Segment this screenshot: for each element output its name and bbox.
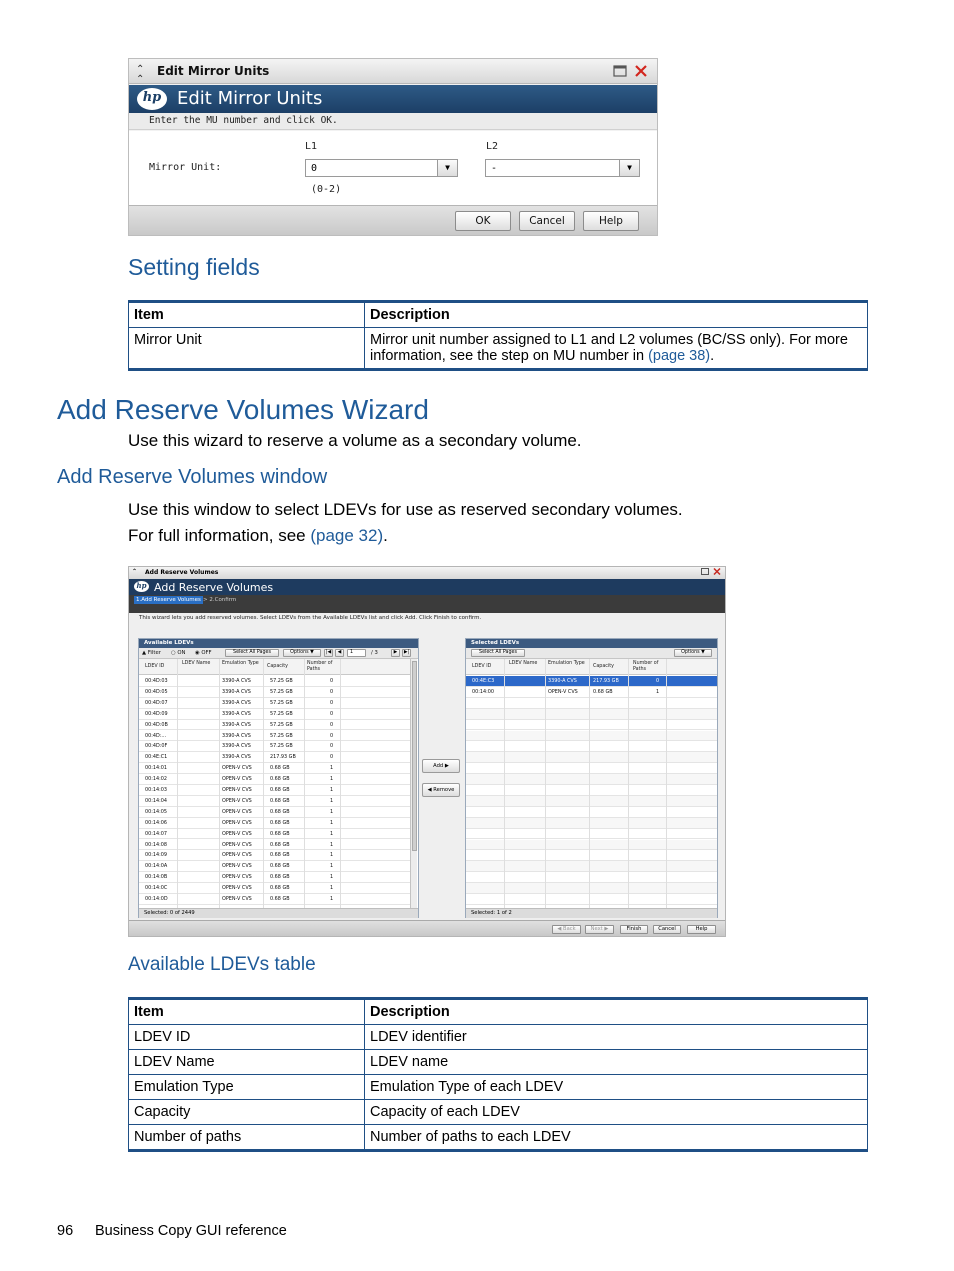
filter-label[interactable]: ▲ Filter (142, 650, 161, 656)
row-description: LDEV name (365, 1050, 868, 1075)
grid-cell: 3390-A CVS (222, 678, 251, 684)
table-row[interactable] (139, 796, 410, 807)
prev-page-icon[interactable]: ◀ (335, 649, 344, 657)
help-button[interactable]: Help (687, 925, 716, 934)
grid-cell: 00:14:01 (145, 765, 167, 772)
grid-cell: 217.93 GB (593, 678, 619, 684)
range-hint: (0-2) (311, 184, 342, 195)
grid-cell: 1 (330, 765, 334, 772)
selected-ldevs-toolbar (466, 648, 717, 659)
table-row (129, 328, 868, 370)
row-description: LDEV identifier (365, 1025, 868, 1050)
table-row[interactable] (139, 676, 410, 687)
table-row[interactable] (139, 883, 410, 894)
grid-cell: 0.68 GB (270, 863, 290, 870)
add-button[interactable]: Add ▶ (422, 759, 460, 773)
grid-cell: 3390-A CVS (222, 732, 251, 739)
grid-divider (177, 659, 178, 908)
grid-cell: 1 (330, 776, 334, 783)
select-all-pages-button[interactable]: Select All Pages (225, 649, 279, 657)
grid-cell: 00:4D:09 (145, 710, 168, 717)
table-row[interactable] (139, 840, 410, 851)
grid-cell: 0 (656, 678, 660, 684)
l1-select[interactable] (305, 159, 458, 177)
grid-cell: 0.68 GB (270, 852, 290, 859)
l2-select-value: - (491, 163, 498, 174)
table-row[interactable] (139, 720, 410, 731)
options-button[interactable]: Options ▼ (283, 649, 321, 657)
dialog-banner (129, 85, 657, 113)
grid-cell: 0.68 GB (270, 841, 290, 848)
remove-button[interactable]: ◀ Remove (422, 783, 460, 797)
wizard-intro: Use this wizard to reserve a volume as a secondary volume. (128, 431, 582, 450)
grid-cell: 0 (330, 688, 334, 695)
l2-select[interactable] (485, 159, 640, 177)
grid-cell: 00:4D:07 (145, 699, 168, 706)
grid-cell: OPEN-V CVS (222, 841, 252, 848)
table-row (129, 1050, 868, 1075)
setting-fields-table (128, 300, 868, 371)
help-button[interactable]: Help (583, 211, 639, 231)
restore-icon[interactable] (701, 568, 709, 577)
grid-divider (219, 659, 220, 908)
grid-cell: 00:14:02 (145, 776, 167, 783)
l1-label: L1 (305, 141, 318, 152)
description-header: Description (365, 302, 868, 328)
arv-footer (129, 920, 725, 936)
next-button[interactable]: Next ▶ (585, 925, 614, 934)
grid-cell: 00:14:0C (145, 885, 168, 892)
row-description: Capacity of each LDEV (365, 1100, 868, 1125)
table-row[interactable] (139, 872, 410, 883)
grid-cell: 00:14:07 (145, 830, 167, 837)
grid-cell: OPEN-V CVS (222, 819, 252, 826)
grid-divider (666, 659, 667, 908)
grid-cell: 00:14:06 (145, 819, 167, 826)
cancel-button[interactable]: Cancel (653, 925, 681, 934)
grid-cell: 0.68 GB (270, 874, 290, 881)
window-heading: Add Reserve Volumes window (57, 466, 328, 488)
filter-off-radio[interactable]: ◉ OFF (195, 650, 212, 656)
table-row[interactable] (139, 861, 410, 872)
grid-cell: 1 (330, 874, 334, 881)
table-row[interactable] (139, 752, 410, 763)
available-scrollbar[interactable] (410, 659, 417, 908)
grid-cell: 00:14:0A (145, 863, 168, 870)
full-info: For full information, see (page 32). (128, 526, 388, 545)
grid-cell: 1 (330, 819, 334, 826)
col-emulation-type[interactable]: Emulation Type (222, 661, 259, 666)
grid-cell: 1 (330, 841, 334, 848)
grid-cell: 0 (330, 699, 334, 706)
grid-cell: OPEN-V CVS (222, 776, 252, 783)
grid-cell: 00:4E:C3 (472, 678, 495, 684)
first-page-icon[interactable]: |◀ (325, 650, 332, 655)
hp-logo: hp (134, 581, 149, 592)
grid-divider (340, 659, 341, 908)
col-capacity[interactable]: Capacity (267, 664, 288, 669)
grid-cell: 0.68 GB (270, 808, 290, 815)
selected-ldevs-title: Selected LDEVs (466, 639, 717, 648)
grid-cell: 00:4D:0B (145, 721, 168, 728)
restore-icon[interactable] (613, 64, 627, 76)
collapse-icon[interactable]: ⌃ ⌃ (136, 64, 145, 85)
grid-cell: 00:4D:05 (145, 688, 168, 695)
grid-cell: 1 (330, 885, 334, 892)
grid-cell: 00:14:00 (472, 688, 494, 695)
grid-cell: 0 (330, 710, 334, 717)
grid-cell: 00:14:09 (145, 852, 167, 859)
wizard-steps (129, 595, 725, 613)
options-button[interactable]: Options ▼ (674, 649, 712, 657)
filter-on-radio[interactable]: ○ ON (171, 650, 186, 656)
grid-divider (628, 659, 629, 908)
available-ldevs-panel (138, 638, 419, 918)
mirror-unit-label: Mirror Unit: (149, 162, 222, 173)
grid-cell: 1 (330, 863, 334, 870)
grid-cell: 00:4D:03 (145, 678, 168, 684)
grid-cell: 00:14:05 (145, 808, 167, 815)
page-section: Business Copy GUI reference (95, 1223, 287, 1239)
add-reserve-volumes-window (128, 566, 726, 937)
grid-cell: 3390-A CVS (222, 743, 251, 750)
available-ldevs-title: Available LDEVs (139, 639, 418, 648)
page-number-input[interactable]: 1 (347, 649, 366, 657)
grid-cell: 0 (330, 678, 334, 684)
grid-cell: 0 (330, 754, 334, 761)
scroll-thumb[interactable] (412, 661, 417, 851)
table-row[interactable] (139, 763, 410, 774)
grid-cell: OPEN-V CVS (222, 863, 252, 870)
grid-divider (304, 659, 305, 908)
grid-cell: 00:14:0B (145, 874, 168, 881)
grid-cell: 0.68 GB (593, 688, 613, 695)
table-row[interactable] (139, 731, 410, 742)
grid-cell: 3390-A CVS (222, 754, 251, 761)
row-item: LDEV Name (129, 1050, 365, 1075)
setting-fields-heading: Setting fields (128, 254, 260, 280)
dialog-window-title: Edit Mirror Units (157, 64, 270, 78)
table-row (129, 1100, 868, 1125)
grid-cell: 57.25 GB (270, 710, 293, 717)
grid-cell: OPEN-V CVS (222, 830, 252, 837)
finish-button[interactable]: Finish (620, 925, 648, 934)
col-number-of-paths[interactable]: Number of Paths (307, 661, 333, 672)
grid-divider (504, 659, 505, 908)
grid-cell: OPEN-V CVS (222, 885, 252, 892)
grid-cell: 57.25 GB (270, 732, 293, 739)
collapse-icon[interactable]: ⌃ (132, 568, 138, 575)
wizard-heading: Add Reserve Volumes Wizard (57, 394, 429, 425)
selected-selected-count: Selected: 1 of 2 (466, 908, 717, 918)
back-button[interactable]: ◀ Back (552, 925, 581, 934)
grid-cell: 0 (330, 743, 334, 750)
table-row[interactable] (139, 687, 410, 698)
available-ldevs-heading: Available LDEVs table (128, 954, 316, 975)
table-row[interactable] (139, 807, 410, 818)
grid-cell: 00:4D:0F (145, 743, 168, 750)
grid-cell: 00:4D:... (145, 732, 167, 739)
select-all-pages-button[interactable]: Select All Pages (471, 649, 525, 657)
chevron-down-icon[interactable]: ▼ (437, 160, 457, 176)
table-row[interactable] (139, 818, 410, 829)
grid-cell: 0.68 GB (270, 819, 290, 826)
dialog-titlebar (129, 59, 657, 84)
grid-cell: 217.93 GB (270, 754, 296, 761)
table-header-row (129, 302, 868, 328)
arv-window-title: Add Reserve Volumes (145, 569, 219, 576)
dialog-instruction: Enter the MU number and click OK. (129, 113, 657, 130)
grid-cell: 57.25 GB (270, 743, 293, 750)
close-icon[interactable] (634, 64, 648, 76)
grid-cell: OPEN-V CVS (222, 797, 252, 804)
col-emulation-type[interactable]: Emulation Type (548, 661, 585, 666)
table-row[interactable] (139, 741, 410, 752)
grid-cell: OPEN-V CVS (222, 896, 252, 902)
item-header: Item (129, 999, 365, 1025)
item-header: Item (129, 302, 365, 328)
ok-button[interactable]: OK (455, 211, 511, 231)
available-selected-count: Selected: 0 of 2449 (139, 908, 418, 918)
grid-cell: OPEN-V CVS (222, 765, 252, 772)
l1-select-value: 0 (311, 163, 318, 174)
grid-cell: 0.68 GB (270, 797, 290, 804)
available-grid-header (139, 659, 410, 675)
row-description: Mirror unit number assigned to L1 and L2 volumes (BC/SS only). For more information, see the step on MU number in (page 38). (365, 328, 868, 370)
hp-logo: hp (137, 88, 167, 110)
grid-cell: 0 (330, 721, 334, 728)
grid-cell: 00:14:03 (145, 787, 167, 793)
grid-cell: OPEN-V CVS (222, 852, 252, 859)
grid-cell: 57.25 GB (270, 688, 293, 695)
page-number: 96 (57, 1223, 74, 1239)
table-row[interactable] (139, 829, 410, 840)
grid-cell: 00:14:0D (145, 896, 168, 902)
grid-divider (545, 659, 546, 908)
arv-titlebar (129, 567, 725, 579)
grid-cell: 57.25 GB (270, 699, 293, 706)
grid-cell: 00:14:04 (145, 797, 167, 804)
edit-mirror-units-dialog (128, 58, 658, 236)
grid-cell: 0.68 GB (270, 776, 290, 783)
table-row (129, 1075, 868, 1100)
arv-banner-title: Add Reserve Volumes (154, 581, 274, 594)
page-total: / 3 (371, 650, 378, 656)
table-row[interactable] (139, 785, 410, 796)
grid-divider (263, 659, 264, 908)
row-description: Emulation Type of each LDEV (365, 1075, 868, 1100)
next-page-icon[interactable]: ▶ (391, 649, 400, 657)
table-row[interactable] (139, 709, 410, 720)
grid-cell: 0.68 GB (270, 765, 290, 772)
row-item: Number of paths (129, 1125, 365, 1151)
grid-cell: 57.25 GB (270, 721, 293, 728)
window-intro: Use this window to select LDEVs for use as reserved secondary volumes. (128, 500, 683, 519)
grid-cell: 1 (330, 808, 334, 815)
grid-cell: 1 (330, 797, 334, 804)
page-38-link[interactable]: (page 38) (648, 348, 711, 364)
description-header: Description (365, 999, 868, 1025)
grid-cell: 57.25 GB (270, 678, 293, 684)
grid-cell: OPEN-V CVS (222, 874, 252, 881)
grid-cell: 0 (330, 732, 334, 739)
available-ldevs-toolbar (139, 648, 418, 659)
step-add-reserve-volumes: 1.Add Reserve Volumes (136, 597, 201, 603)
col-ldev-name[interactable]: LDEV Name (182, 661, 211, 666)
col-ldev-id[interactable]: LDEV ID (472, 664, 492, 669)
grid-cell: 1 (656, 688, 660, 695)
l2-label: L2 (486, 141, 499, 152)
grid-cell: 3390-A CVS (222, 710, 251, 717)
grid-cell: 3390-A CVS (548, 678, 577, 684)
row-item: Mirror Unit (129, 328, 365, 370)
grid-cell: 0.68 GB (270, 896, 290, 902)
grid-cell: 00:14:08 (145, 841, 167, 848)
available-ldevs-table (128, 997, 868, 1152)
arv-description: This wizard lets you add reserved volumes. Select LDEVs from the Available LDEVs list and click Add. Click Finish to confirm. (139, 615, 482, 621)
page-32-link[interactable]: (page 32) (310, 526, 384, 545)
grid-cell: 1 (330, 896, 334, 902)
table-row[interactable] (139, 774, 410, 785)
grid-cell: 3390-A CVS (222, 699, 251, 706)
table-row (129, 1025, 868, 1050)
table-row[interactable] (139, 698, 410, 709)
arv-banner (129, 579, 725, 613)
grid-cell: 00:4E:C1 (145, 754, 168, 761)
grid-cell: 1 (330, 787, 334, 793)
col-number-of-paths[interactable]: Number of Paths (633, 661, 659, 672)
col-capacity[interactable]: Capacity (593, 664, 614, 669)
dialog-footer (129, 205, 657, 235)
grid-cell: 0.68 GB (270, 885, 290, 892)
last-page-icon[interactable]: ▶| (403, 650, 410, 655)
grid-cell: OPEN-V CVS (548, 688, 578, 695)
grid-cell: 3390-A CVS (222, 688, 251, 695)
row-item: Capacity (129, 1100, 365, 1125)
close-icon[interactable] (713, 568, 721, 577)
table-row[interactable] (139, 894, 410, 905)
table-header-row (129, 999, 868, 1025)
grid-cell: 0.68 GB (270, 830, 290, 837)
grid-cell: 3390-A CVS (222, 721, 251, 728)
dialog-banner-title: Edit Mirror Units (177, 88, 323, 109)
chevron-down-icon[interactable]: ▼ (619, 160, 639, 176)
row-item: LDEV ID (129, 1025, 365, 1050)
dialog-form (129, 131, 657, 205)
step-confirm: > 2.Confirm (203, 597, 237, 603)
selected-ldevs-panel (465, 638, 718, 918)
row-description: Number of paths to each LDEV (365, 1125, 868, 1151)
grid-cell: 1 (330, 830, 334, 837)
row-item: Emulation Type (129, 1075, 365, 1100)
col-ldev-id[interactable]: LDEV ID (145, 664, 165, 669)
grid-cell: OPEN-V CVS (222, 808, 252, 815)
table-row (129, 1125, 868, 1151)
grid-divider (589, 659, 590, 908)
col-ldev-name[interactable]: LDEV Name (509, 661, 538, 666)
grid-cell: 1 (330, 852, 334, 859)
grid-cell: OPEN-V CVS (222, 787, 252, 793)
grid-cell: 0.68 GB (270, 787, 290, 793)
table-row[interactable] (139, 850, 410, 861)
cancel-button[interactable]: Cancel (519, 211, 575, 231)
